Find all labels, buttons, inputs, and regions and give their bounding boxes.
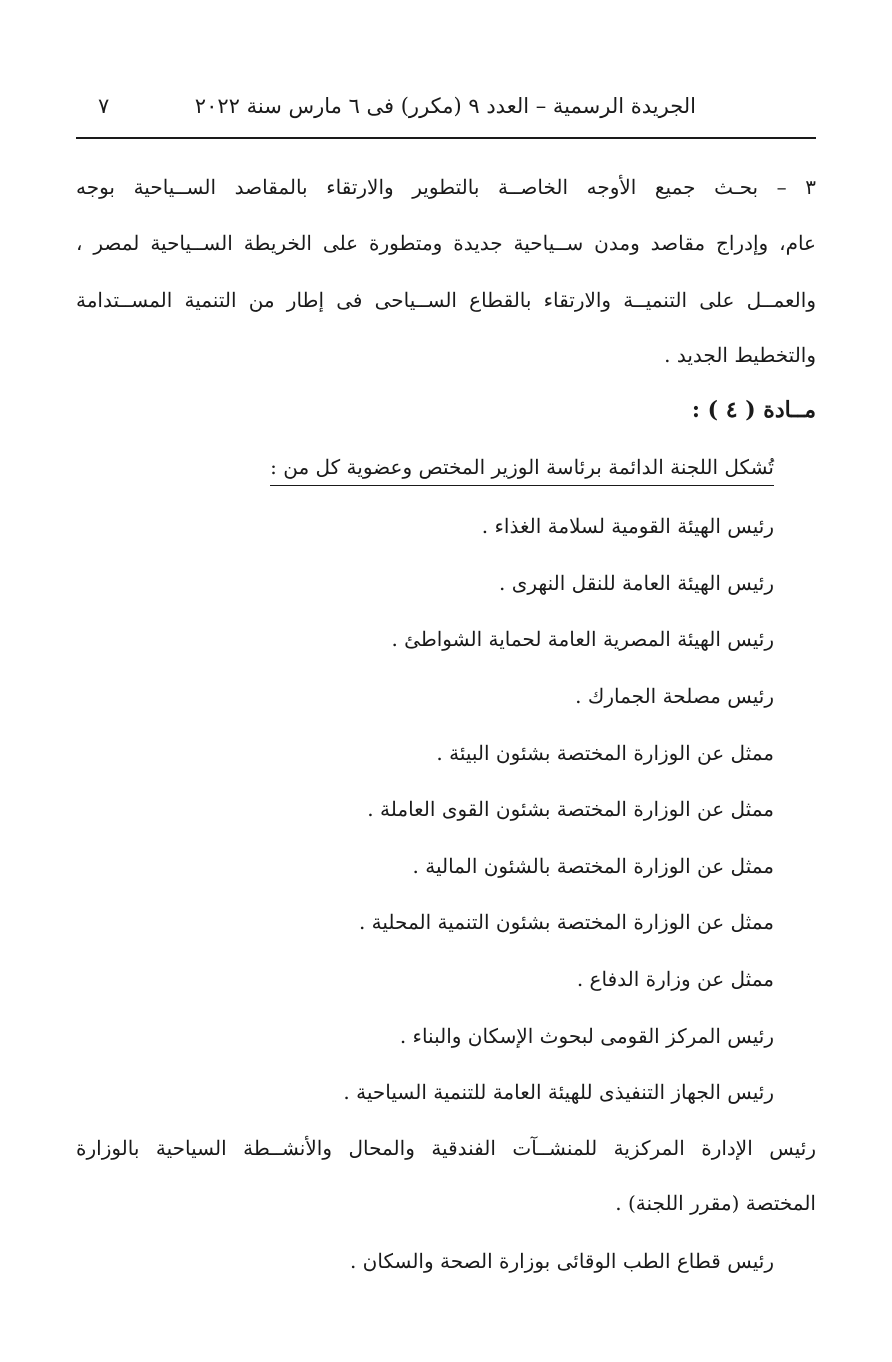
member-item: رئيس الهيئة القومية لسلامة الغذاء .	[481, 514, 774, 538]
member-item: ممثل عن الوزارة المختصة بشئون القوى العاملة .	[367, 797, 774, 821]
member-item: رئيس مصلحة الجمارك .	[575, 684, 774, 708]
member-item: ممثل عن الوزارة المختصة بالشئون المالية .	[412, 854, 774, 878]
member-item: رئيس الجهاز التنفيذى للهيئة العامة للتنمية السياحية .	[343, 1080, 774, 1104]
member-item: رئيس المركز القومى لبحوث الإسكان والبناء .	[399, 1024, 774, 1048]
paragraph-3-line-3: والعمــل على التنميــة والارتقاء بالقطاع الســياحى فى إطار من التنمية المســتدامة	[76, 288, 816, 312]
member-item-long-line-2: المختصة (مقرر اللجنة) .	[615, 1191, 816, 1215]
member-item: ممثل عن الوزارة المختصة بشئون التنمية المحلية .	[358, 910, 774, 934]
gazette-header-title: الجريدة الرسمية – العدد ٩ (مكرر) فى ٦ مارس سنة ٢٠٢٢	[194, 94, 696, 118]
header-divider	[76, 137, 816, 139]
article-intro: تُشكل اللجنة الدائمة برئاسة الوزير المختص وعضوية كل من :	[270, 452, 774, 486]
member-item: رئيس قطاع الطب الوقائى بوزارة الصحة والسكان .	[349, 1249, 774, 1273]
page-header	[76, 88, 816, 128]
paragraph-3-line-1: ٣ – بحـث جميع الأوجه الخاصــة بالتطوير والارتقاء بالمقاصد الســياحية بوجه	[76, 175, 816, 199]
member-item: رئيس الهيئة المصرية العامة لحماية الشواطئ .	[391, 627, 774, 651]
paragraph-3-line-4: والتخطيط الجديد .	[664, 343, 816, 367]
member-item: ممثل عن الوزارة المختصة بشئون البيئة .	[436, 741, 774, 765]
member-item-long-line-1: رئيس الإدارة المركزية للمنشــآت الفندقية والمحال والأنشــطة السياحية بالوزارة	[76, 1136, 816, 1160]
member-item: ممثل عن وزارة الدفاع .	[576, 967, 774, 991]
page-number: ٧	[98, 94, 110, 118]
member-item: رئيس الهيئة العامة للنقل النهرى .	[499, 571, 774, 595]
article-heading: مــادة ( ٤ ) :	[691, 397, 816, 423]
paragraph-3-line-2: عام، وإدراج مقاصد ومدن ســياحية جديدة ومتطورة على الخريطة الســياحية لمصر ،	[76, 231, 816, 255]
